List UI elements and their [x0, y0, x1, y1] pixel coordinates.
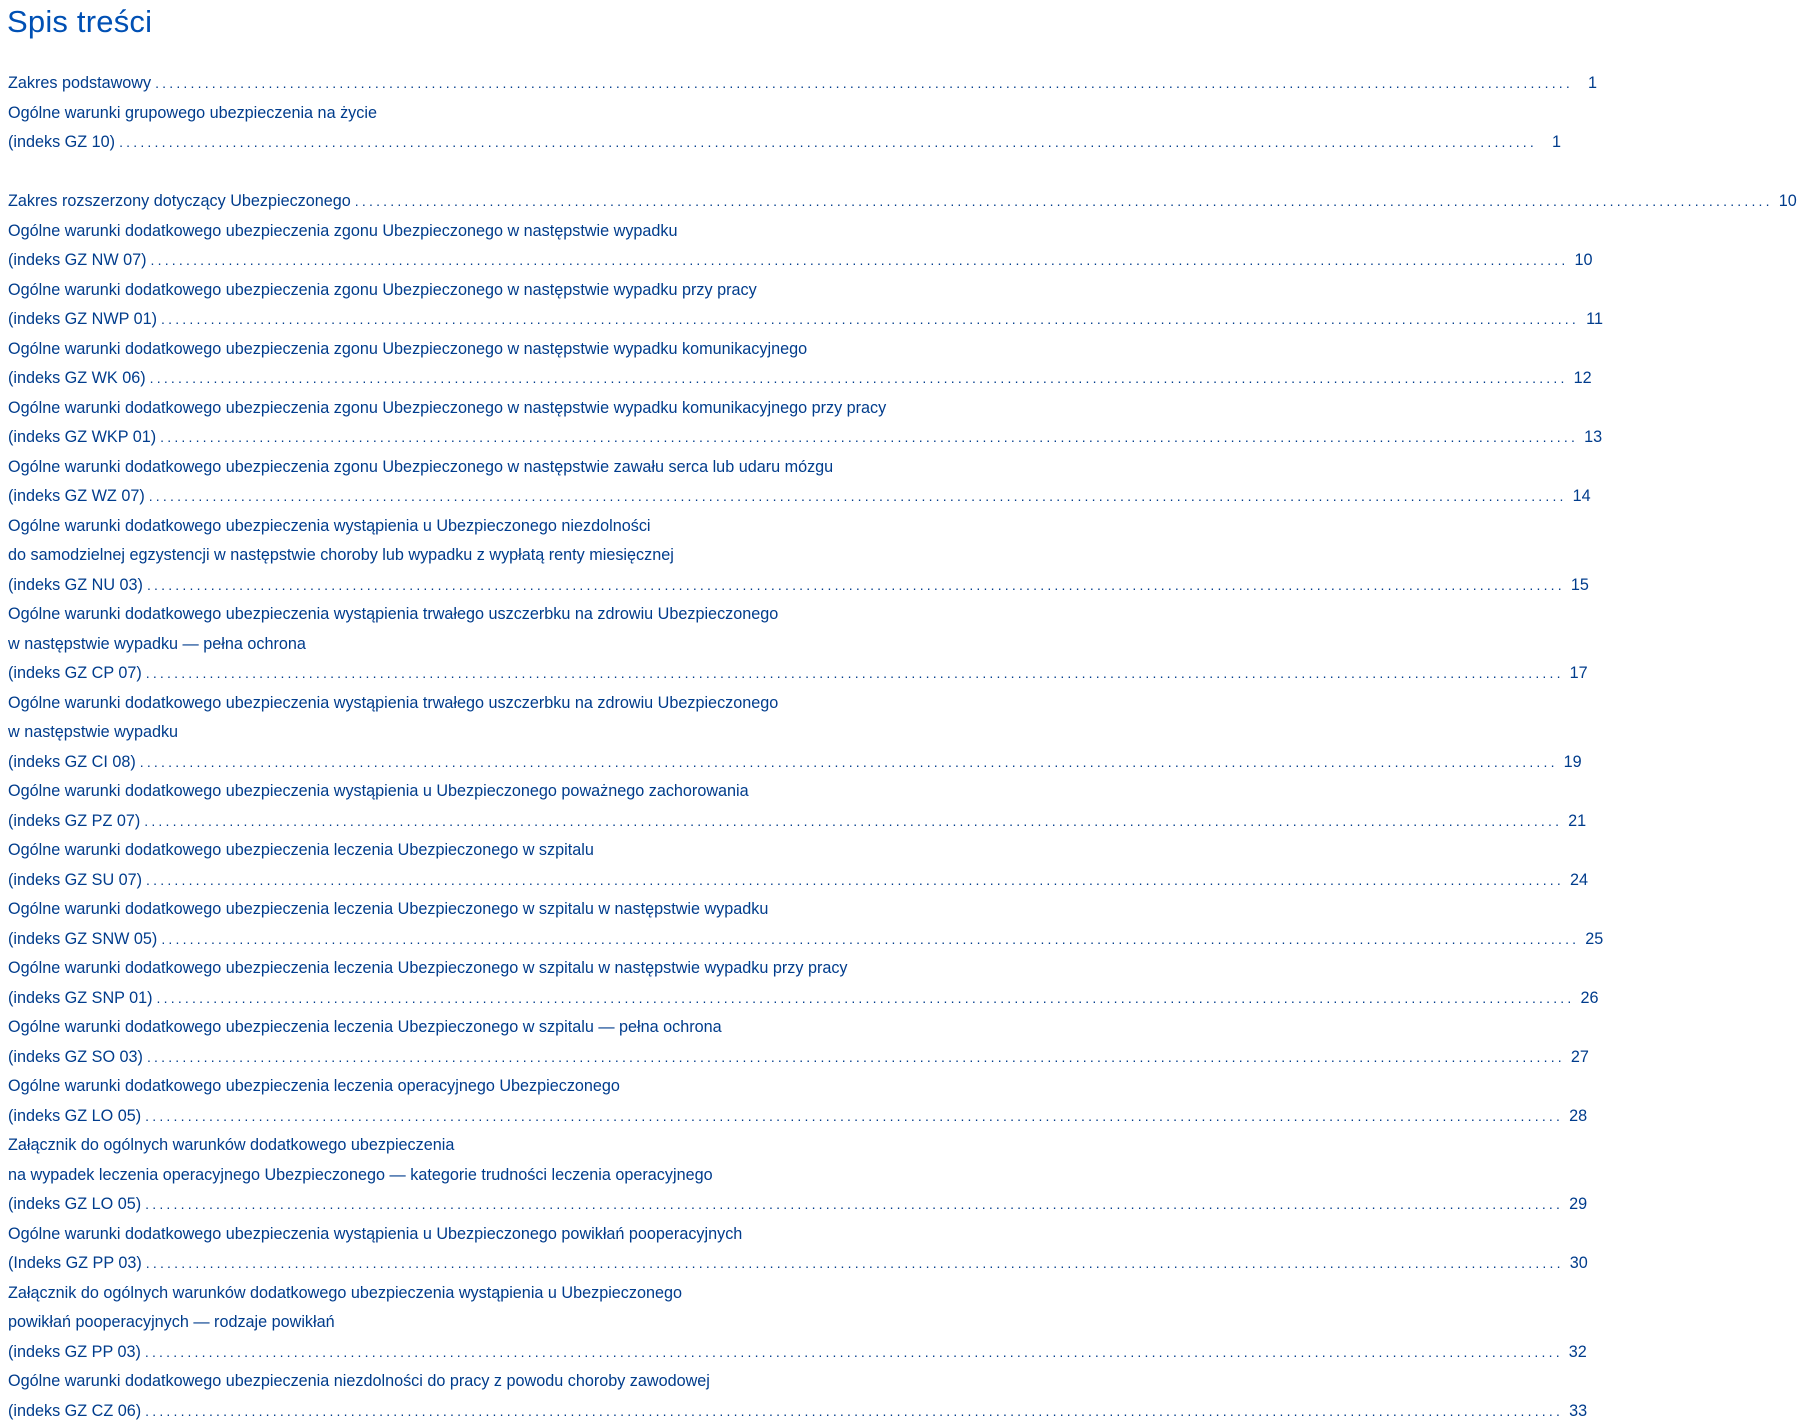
toc-entry-last-line: [8, 482, 1591, 512]
toc-entry-last-line: [8, 364, 1592, 394]
toc-page-number: 10: [1778, 192, 1797, 210]
toc-entry[interactable]: [8, 1367, 1588, 1426]
toc-entry-text: (indeks GZ WZ 07): [8, 487, 145, 505]
toc-entry-last-line: [8, 305, 1603, 335]
toc-entry-line: [8, 1279, 954, 1309]
toc-entry-last-line: [8, 807, 1587, 837]
toc-entry-last-line: [8, 984, 1599, 1014]
toc-entry-last-line: [8, 925, 1604, 955]
dot-leader: ........................................................................................................................................................................................................: [146, 576, 1565, 593]
toc-entry-last-line: [8, 1190, 1588, 1220]
toc-entry-text: Ogólne warunki dodatkowego ubezpieczenia leczenia Ubezpieczonego w szpitalu: [8, 841, 594, 859]
toc-entry-line: [8, 1308, 954, 1338]
toc-entry-last-line: [8, 246, 1593, 276]
toc-entry-line: [8, 1161, 954, 1191]
toc-entry-line: [8, 718, 954, 748]
toc-entry-text: (Indeks GZ PP 03): [8, 1254, 142, 1272]
toc-entry-line: [8, 99, 954, 129]
toc-entry-text: (indeks GZ SO 03): [8, 1047, 143, 1066]
table-of-contents: [8, 69, 1797, 1426]
toc-entry-text: w następstwie wypadku: [8, 723, 179, 741]
toc-entry-text: (indeks GZ 10): [8, 133, 116, 151]
toc-entry-text: Ogólne warunki dodatkowego ubezpieczenia zgonu Ubezpieczonego w następstwie wypadku komunikacyjnego: [8, 339, 808, 358]
toc-entry[interactable]: [8, 276, 1603, 335]
toc-entry-text: Ogólne warunki dodatkowego ubezpieczenia leczenia Ubezpieczonego w szpitalu w następstwie wypadku przy pracy: [8, 959, 848, 977]
toc-entry-text: (indeks GZ CP 07): [8, 664, 142, 682]
toc-entry[interactable]: [8, 69, 1597, 99]
toc-entry-text: (indeks GZ NU 03): [8, 575, 143, 594]
toc-entry-text: Ogólne warunki grupowego ubezpieczenia na życie: [8, 103, 377, 122]
toc-entry-text: Ogólne warunki dodatkowego ubezpieczenia wystąpienia u Ubezpieczonego niezdolności: [8, 516, 651, 535]
toc-entry[interactable]: [8, 954, 1599, 1013]
dot-leader: ........................................................................................................................................................................................................: [145, 1107, 1564, 1124]
toc-entry-text: (indeks GZ CI 08): [8, 752, 136, 771]
toc-entry-text: Ogólne warunki dodatkowego ubezpieczenia wystąpienia u Ubezpieczonego poważnego zachorowania: [8, 782, 749, 800]
toc-entry-text: Ogólne warunki dodatkowego ubezpieczenia leczenia Ubezpieczonego w szpitalu — pełna ochrona: [8, 1018, 722, 1036]
toc-page-number: 12: [1573, 369, 1592, 387]
toc-page-number: 25: [1585, 929, 1604, 948]
toc-entry-text: Załącznik do ogólnych warunków dodatkowego ubezpieczenia wystąpienia u Ubezpieczonego: [8, 1283, 683, 1302]
toc-entry-text: (indeks GZ LO 05): [8, 1195, 142, 1213]
toc-page-number: 27: [1570, 1047, 1589, 1066]
toc-entry-line: [8, 394, 954, 424]
toc-entry-line: [8, 954, 954, 984]
toc-entry-line: [8, 276, 954, 306]
toc-page-number: 29: [1569, 1195, 1588, 1213]
toc-entry-last-line: [8, 659, 1588, 689]
toc-page-number: 17: [1569, 664, 1588, 682]
toc-entry-text: Zakres podstawowy: [8, 74, 152, 92]
toc-page-number: 32: [1568, 1342, 1587, 1361]
toc-entry-text: (indeks GZ SNW 05): [8, 929, 158, 948]
toc-entry-last-line: [8, 187, 1797, 217]
toc-entry[interactable]: [8, 1013, 1589, 1072]
toc-entry-line: [8, 777, 954, 807]
toc-page-number: 19: [1563, 752, 1582, 771]
toc-page-number: 11: [1586, 310, 1603, 328]
toc-entry-text: (indeks GZ WKP 01): [8, 428, 157, 446]
toc-entry-line: [8, 512, 954, 542]
dot-leader: ........................................................................................................................................................................................................: [146, 1048, 1565, 1065]
toc-entry-text: powikłań pooperacyjnych — rodzaje powikłań: [8, 1313, 335, 1331]
toc-entry-text: Ogólne warunki dodatkowego ubezpieczenia leczenia operacyjnego Ubezpieczonego: [8, 1077, 620, 1095]
dot-leader: ........................................................................................................................................................................................................: [145, 1255, 1564, 1271]
toc-entry[interactable]: [8, 453, 1591, 512]
dot-leader: ........................................................................................................................................................................................................: [144, 1343, 1563, 1360]
toc-entry[interactable]: [8, 217, 1593, 276]
dot-leader: ........................................................................................................................................................................................................: [145, 665, 1564, 681]
toc-entry-text: Ogólne warunki dodatkowego ubezpieczenia leczenia Ubezpieczonego w szpitalu w następstwie wypadku: [8, 900, 769, 918]
toc-entry-last-line: [8, 1249, 1588, 1279]
toc-entry[interactable]: [8, 394, 1603, 453]
toc-page-number: 26: [1580, 988, 1599, 1007]
toc-entry-last-line: [8, 128, 1561, 158]
toc-page-number: 1: [1551, 133, 1561, 151]
toc-entry-text: (indeks GZ NWP 01): [8, 310, 158, 328]
dot-leader: ........................................................................................................................................................................................................: [139, 753, 1558, 770]
toc-entry-line: [8, 895, 954, 925]
toc-entry[interactable]: [8, 99, 1561, 158]
toc-entry[interactable]: [8, 512, 1589, 601]
toc-entry-last-line: [8, 748, 1582, 778]
toc-entry-line: [8, 1072, 954, 1102]
dot-leader: ........................................................................................................................................................................................................: [155, 75, 1573, 91]
toc-entry[interactable]: [8, 1072, 1588, 1131]
dot-leader: ........................................................................................................................................................................................................: [145, 1196, 1564, 1212]
toc-entry-text: (indeks GZ SNP 01): [8, 988, 153, 1007]
toc-entry[interactable]: [8, 1131, 1588, 1220]
toc-entry-last-line: [8, 866, 1588, 896]
toc-page-number: 14: [1572, 487, 1591, 505]
dot-leader: ........................................................................................................................................................................................................: [119, 134, 1537, 150]
toc-entry-last-line: [8, 1102, 1588, 1132]
toc-entry-line: [8, 630, 954, 660]
dot-leader: ........................................................................................................................................................................................................: [161, 311, 1579, 327]
toc-entry-line: [8, 453, 954, 483]
toc-entry-text: (indeks GZ NW 07): [8, 251, 147, 269]
dot-leader: ........................................................................................................................................................................................................: [148, 488, 1567, 504]
toc-entry-line: [8, 541, 954, 571]
toc-entry-line: [8, 1367, 954, 1397]
toc-page-number: 13: [1584, 428, 1603, 446]
toc-entry[interactable]: [8, 187, 1797, 217]
toc-page-number: 24: [1569, 870, 1588, 889]
toc-entry[interactable]: [8, 600, 1588, 689]
toc-entry[interactable]: [8, 895, 1604, 954]
toc-entry-text: Ogólne warunki dodatkowego ubezpieczenia zgonu Ubezpieczonego w następstwie zawału serca lub udaru mózgu: [8, 457, 834, 476]
toc-entry-line: [8, 1131, 954, 1161]
toc-page-number: 1: [1587, 74, 1597, 92]
dot-leader: ........................................................................................................................................................................................................: [144, 812, 1563, 829]
toc-entry-last-line: [8, 1338, 1587, 1368]
toc-entry[interactable]: [8, 1220, 1588, 1279]
toc-entry[interactable]: [8, 689, 1582, 778]
toc-entry-text: Ogólne warunki dodatkowego ubezpieczenia zgonu Ubezpieczonego w następstwie wypadku przy pracy: [8, 280, 757, 299]
toc-entry-line: [8, 217, 954, 247]
toc-entry[interactable]: [8, 777, 1587, 836]
toc-entry-text: do samodzielnej egzystencji w następstwie choroby lub wypadku z wypłatą renty miesięcznej: [8, 546, 674, 564]
dot-leader: ........................................................................................................................................................................................................: [156, 989, 1575, 1006]
toc-entry-text: w następstwie wypadku — pełna ochrona: [8, 634, 306, 653]
toc-entry-text: Ogólne warunki dodatkowego ubezpieczenia wystąpienia trwałego uszczerbku na zdrowiu Ubezpieczonego: [8, 605, 779, 623]
toc-page-number: 33: [1569, 1401, 1588, 1420]
dot-leader: ........................................................................................................................................................................................................: [354, 193, 1773, 209]
toc-entry-text: na wypadek leczenia operacyjnego Ubezpieczonego — kategorie trudności leczenia operacyjnego: [8, 1165, 713, 1184]
toc-entry-text: (indeks GZ LO 05): [8, 1106, 142, 1125]
toc-entry[interactable]: [8, 1279, 1587, 1368]
toc-page-number: 28: [1569, 1106, 1588, 1125]
dot-leader: ........................................................................................................................................................................................................: [149, 370, 1568, 386]
toc-entry-text: Ogólne warunki dodatkowego ubezpieczenia wystąpienia trwałego uszczerbku na zdrowiu Ubezpieczonego: [8, 693, 779, 712]
dot-leader: ........................................................................................................................................................................................................: [146, 871, 1564, 888]
toc-entry[interactable]: [8, 335, 1592, 394]
dot-leader: ........................................................................................................................................................................................................: [150, 252, 1569, 268]
toc-entry-text: (indeks GZ CZ 06): [8, 1401, 142, 1420]
toc-entry[interactable]: [8, 836, 1588, 895]
dot-leader: ........................................................................................................................................................................................................: [161, 930, 1580, 947]
toc-entry-line: [8, 1013, 954, 1043]
toc-page-number: 21: [1568, 811, 1587, 830]
toc-entry-last-line: [8, 571, 1589, 601]
toc-entry-text: (indeks GZ WK 06): [8, 369, 146, 387]
toc-entry-last-line: [8, 423, 1603, 453]
dot-leader: ........................................................................................................................................................................................................: [145, 1402, 1564, 1419]
toc-entry-text: Zakres rozszerzony dotyczący Ubezpieczonego: [8, 192, 351, 210]
page-title: Spis treści: [7, 4, 153, 39]
toc-page-number: 30: [1569, 1254, 1588, 1272]
toc-entry-text: Ogólne warunki dodatkowego ubezpieczenia wystąpienia u Ubezpieczonego powikłań pooperacyjnych: [8, 1224, 743, 1243]
toc-entry-text: Ogólne warunki dodatkowego ubezpieczenia niezdolności do pracy z powodu choroby zawodowej: [8, 1372, 710, 1390]
toc-entry-text: Ogólne warunki dodatkowego ubezpieczenia zgonu Ubezpieczonego w następstwie wypadku komunikacyjnego przy pracy: [8, 398, 887, 417]
toc-entry-last-line: [8, 69, 1597, 99]
toc-entry-line: [8, 600, 954, 630]
toc-page-number: 10: [1574, 251, 1593, 269]
toc-entry-text: Załącznik do ogólnych warunków dodatkowego ubezpieczenia: [8, 1136, 455, 1154]
toc-entry-last-line: [8, 1043, 1589, 1073]
toc-entry-text: Ogólne warunki dodatkowego ubezpieczenia zgonu Ubezpieczonego w następstwie wypadku: [8, 221, 678, 240]
dot-leader: ........................................................................................................................................................................................................: [160, 429, 1579, 445]
toc-entry-line: [8, 335, 954, 365]
toc-entry-last-line: [8, 1397, 1588, 1427]
toc-entry-text: (indeks GZ PZ 07): [8, 811, 141, 830]
toc-entry-line: [8, 836, 954, 866]
toc-entry-text: (indeks GZ PP 03): [8, 1342, 141, 1361]
toc-entry-line: [8, 1220, 954, 1250]
toc-page-number: 15: [1570, 575, 1589, 594]
toc-entry-text: (indeks GZ SU 07): [8, 870, 143, 889]
toc-entry-line: [8, 689, 954, 719]
